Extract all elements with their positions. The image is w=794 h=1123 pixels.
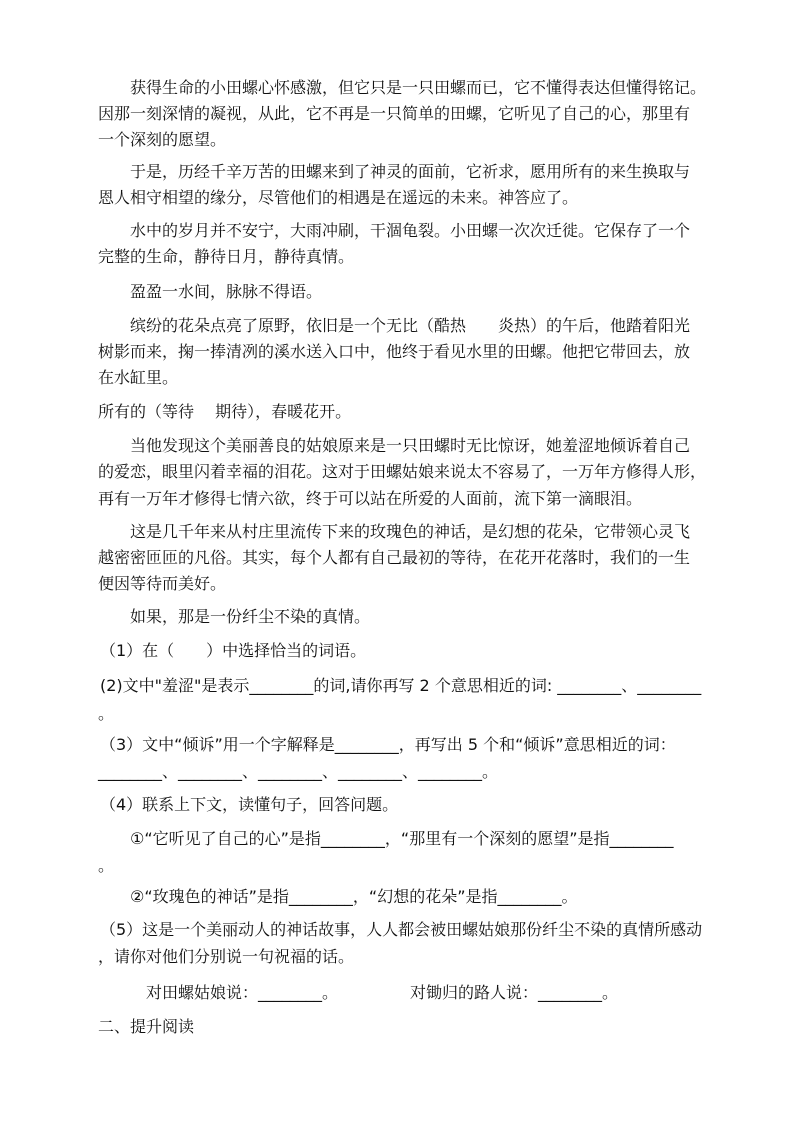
story-paragraph-1-line-2: 因那一刻深情的凝视，从此，它不再是一只简单的田螺，它听见了自己的心，那里有: [98, 104, 691, 123]
question-2-line-2: 。: [98, 704, 115, 723]
question-5-line-2: ，请你对他们分别说一句祝福的话。: [98, 947, 355, 966]
question-3-line-1: （3）文中“倾诉”用一个字解释是________，再写出 5 个和“倾诉”意思相近的词：: [100, 735, 676, 754]
question-1-line-1: （1）在（ ）中选择恰当的词语。: [100, 641, 367, 660]
story-paragraph-8-line-2: 越密密匝匝的凡俗。其实，每个人都有自己最初的等待，在花开花落时，我们的一生: [98, 548, 691, 567]
question-2-line-1: (2)文中"羞涩"是表示________的词,请你再写 2 个意思相近的词: ________、________: [100, 676, 702, 695]
story-paragraph-8-line-1: 这是几千年来从村庄里流传下来的玫瑰色的神话，是幻想的花朵，它带领心灵飞: [130, 522, 691, 541]
story-paragraph-7-line-1: 当他发现这个美丽善良的姑娘原来是一只田螺时无比惊讶，她羞涩地倾诉着自己: [130, 436, 691, 455]
question-4-sub-1-line-1: ①“它听见了自己的心”是指________，“那里有一个深刻的愿望”是指________: [130, 829, 674, 848]
story-paragraph-2-line-2: 恩人相守相望的缘分，尽管他们的相遇是在遥远的未来。神答应了。: [98, 188, 579, 207]
story-paragraph-8-line-3: 便因等待而美好。: [98, 574, 227, 593]
story-paragraph-9-line-1: 如果，那是一份纤尘不染的真情。: [130, 607, 371, 626]
question-4-sub-2-line-1: ②“玫瑰色的神话”是指________，“幻想的花朵”是指________。: [130, 887, 578, 906]
story-paragraph-5-line-1: 缤纷的花朵点亮了原野，依旧是一个无比（酷热 炎热）的午后，他踏着阳光: [130, 316, 691, 335]
story-paragraph-3-line-1: 水中的岁月并不安宁，大雨冲刷，干涸龟裂。小田螺一次次迁徙。它保存了一个: [130, 221, 691, 240]
story-paragraph-7-line-2: 的爱恋，眼里闪着幸福的泪花。这对于田螺姑娘来说太不容易了，一万年方修得人形，: [98, 462, 707, 481]
section-heading: 二、提升阅读: [98, 1017, 195, 1036]
question-4-line-1: （4）联系上下文，读懂句子，回答问题。: [100, 795, 399, 814]
story-paragraph-7-line-3: 再有一万年才修得七情六欲，终于可以站在所爱的人面前，流下第一滴眼泪。: [98, 489, 643, 508]
question-5-line-1: （5）这是一个美丽动人的神话故事，人人都会被田螺姑娘那份纤尘不染的真情所感动: [100, 920, 703, 939]
question-3-line-2: ________、________、________、________、________。: [98, 762, 499, 781]
story-paragraph-1-line-1: 获得生命的小田螺心怀感激，但它只是一只田螺而已，它不懂得表达但懂得铭记。: [130, 78, 707, 97]
story-paragraph-6-line-1: 所有的（等待 期待），春暖花开。: [98, 402, 352, 421]
story-paragraph-1-line-3: 一个深刻的愿望。: [98, 130, 227, 149]
story-paragraph-4-line-1: 盈盈一水间，脉脉不得语。: [130, 282, 323, 301]
story-paragraph-5-line-3: 在水缸里。: [98, 368, 179, 387]
question-5-answers-line: 对田螺姑娘说：________。 对锄归的路人说：________。: [146, 983, 619, 1002]
story-paragraph-2-line-1: 于是，历经千辛万苦的田螺来到了神灵的面前，它祈求，愿用所有的来生换取与: [130, 162, 691, 181]
story-paragraph-3-line-2: 完整的生命，静待日月，静待真情。: [98, 247, 355, 266]
story-paragraph-5-line-2: 树影而来，掬一捧清冽的溪水送入口中，他终于看见水里的田螺。他把它带回去，放: [98, 342, 691, 361]
question-4-sub-1-line-2: 。: [98, 856, 115, 875]
